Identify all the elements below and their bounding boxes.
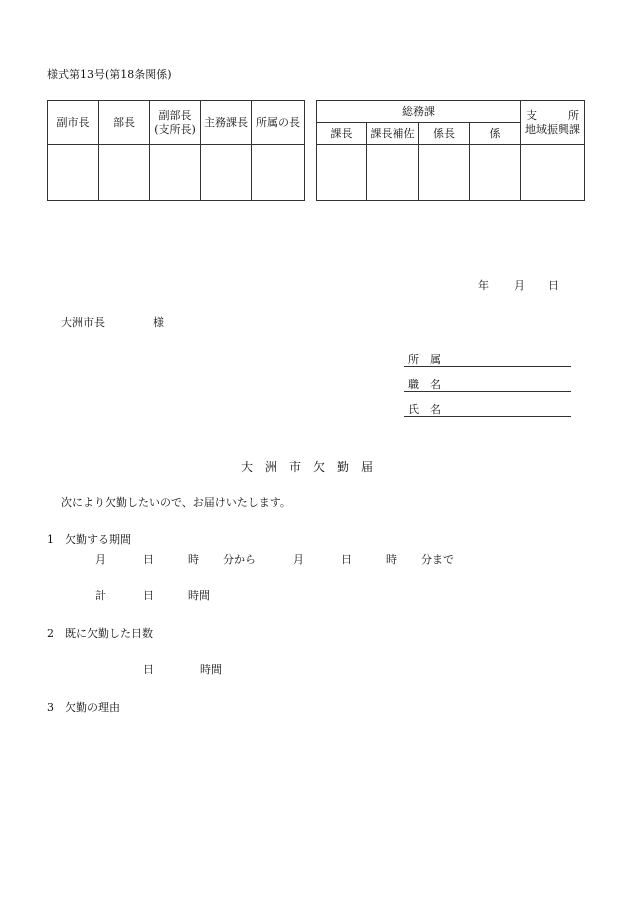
section3-heading: 3 欠勤の理由 xyxy=(47,701,120,714)
branch-header xyxy=(521,101,585,145)
from-minute-label: 分から xyxy=(223,553,256,566)
from-day-label: 日 xyxy=(143,553,154,566)
stamp-box-ga-staff[interactable] xyxy=(470,145,521,201)
stamp-box-director[interactable] xyxy=(99,145,150,201)
to-month-label: 月 xyxy=(293,553,304,566)
date-day-label: 日 xyxy=(548,279,559,292)
job-title-label: 職 名 xyxy=(408,378,441,391)
approval-header-director: 部長 xyxy=(99,101,150,145)
absent-day-label: 日 xyxy=(143,663,154,676)
approval-header-deputy-director: 副部長 (支所長) xyxy=(150,101,201,145)
form-number: 様式第13号(第18条関係) xyxy=(47,68,172,81)
total-label: 計 xyxy=(95,589,106,602)
stamp-box-section-chief[interactable] xyxy=(201,145,252,201)
stamp-box-unit-head[interactable] xyxy=(252,145,305,201)
approval-header-ga-chief: 課長 xyxy=(317,123,367,145)
intro-text: 次により欠勤したいので、お届けいたします。 xyxy=(61,496,291,509)
total-hour-label: 時間 xyxy=(188,589,210,602)
affiliation-field[interactable] xyxy=(404,366,571,367)
name-field[interactable] xyxy=(404,416,571,417)
absent-hour-label: 時間 xyxy=(200,663,222,676)
date-year-label: 年 xyxy=(478,279,489,292)
to-day-label: 日 xyxy=(341,553,352,566)
to-minute-label: 分まで xyxy=(421,553,454,566)
general-affairs-header: 総務課 xyxy=(317,101,521,123)
branch-header-1: 支 xyxy=(526,108,537,122)
approval-header-vice-mayor: 副市長 xyxy=(48,101,99,145)
stamp-box-branch[interactable] xyxy=(521,145,585,201)
approval-header-unit-head: 所属の長 xyxy=(252,101,305,145)
stamp-box-vice-mayor[interactable] xyxy=(48,145,99,201)
total-day-label: 日 xyxy=(143,589,154,602)
from-month-label: 月 xyxy=(95,553,106,566)
to-hour-label: 時 xyxy=(386,553,397,566)
addressee-honorific: 様 xyxy=(153,316,164,329)
section2-heading: 2 既に欠勤した日数 xyxy=(47,627,153,640)
name-label: 氏 名 xyxy=(408,403,441,416)
section1-heading: 1 欠勤する期間 xyxy=(47,533,131,546)
stamp-box-ga-assistant[interactable] xyxy=(367,145,419,201)
job-title-field[interactable] xyxy=(404,391,571,392)
stamp-box-deputy-director[interactable] xyxy=(150,145,201,201)
approval-header-ga-subchief: 係長 xyxy=(419,123,470,145)
document-title: 大 洲 市 欠 勤 届 xyxy=(241,460,374,474)
affiliation-label: 所 属 xyxy=(408,353,441,366)
stamp-box-ga-chief[interactable] xyxy=(317,145,367,201)
from-hour-label: 時 xyxy=(188,553,199,566)
branch-header-2: 所 xyxy=(568,108,579,122)
approval-header-ga-staff: 係 xyxy=(470,123,521,145)
approval-header-ga-assistant: 課長補佐 xyxy=(367,123,419,145)
date-month-label: 月 xyxy=(514,279,525,292)
addressee-name: 大洲市長 xyxy=(61,316,105,329)
approval-table-left xyxy=(47,100,305,201)
approval-table-right xyxy=(316,100,585,201)
branch-sub-header: 地域振興課 xyxy=(525,122,580,136)
approval-header-section-chief: 主務課長 xyxy=(201,101,252,145)
stamp-box-ga-subchief[interactable] xyxy=(419,145,470,201)
